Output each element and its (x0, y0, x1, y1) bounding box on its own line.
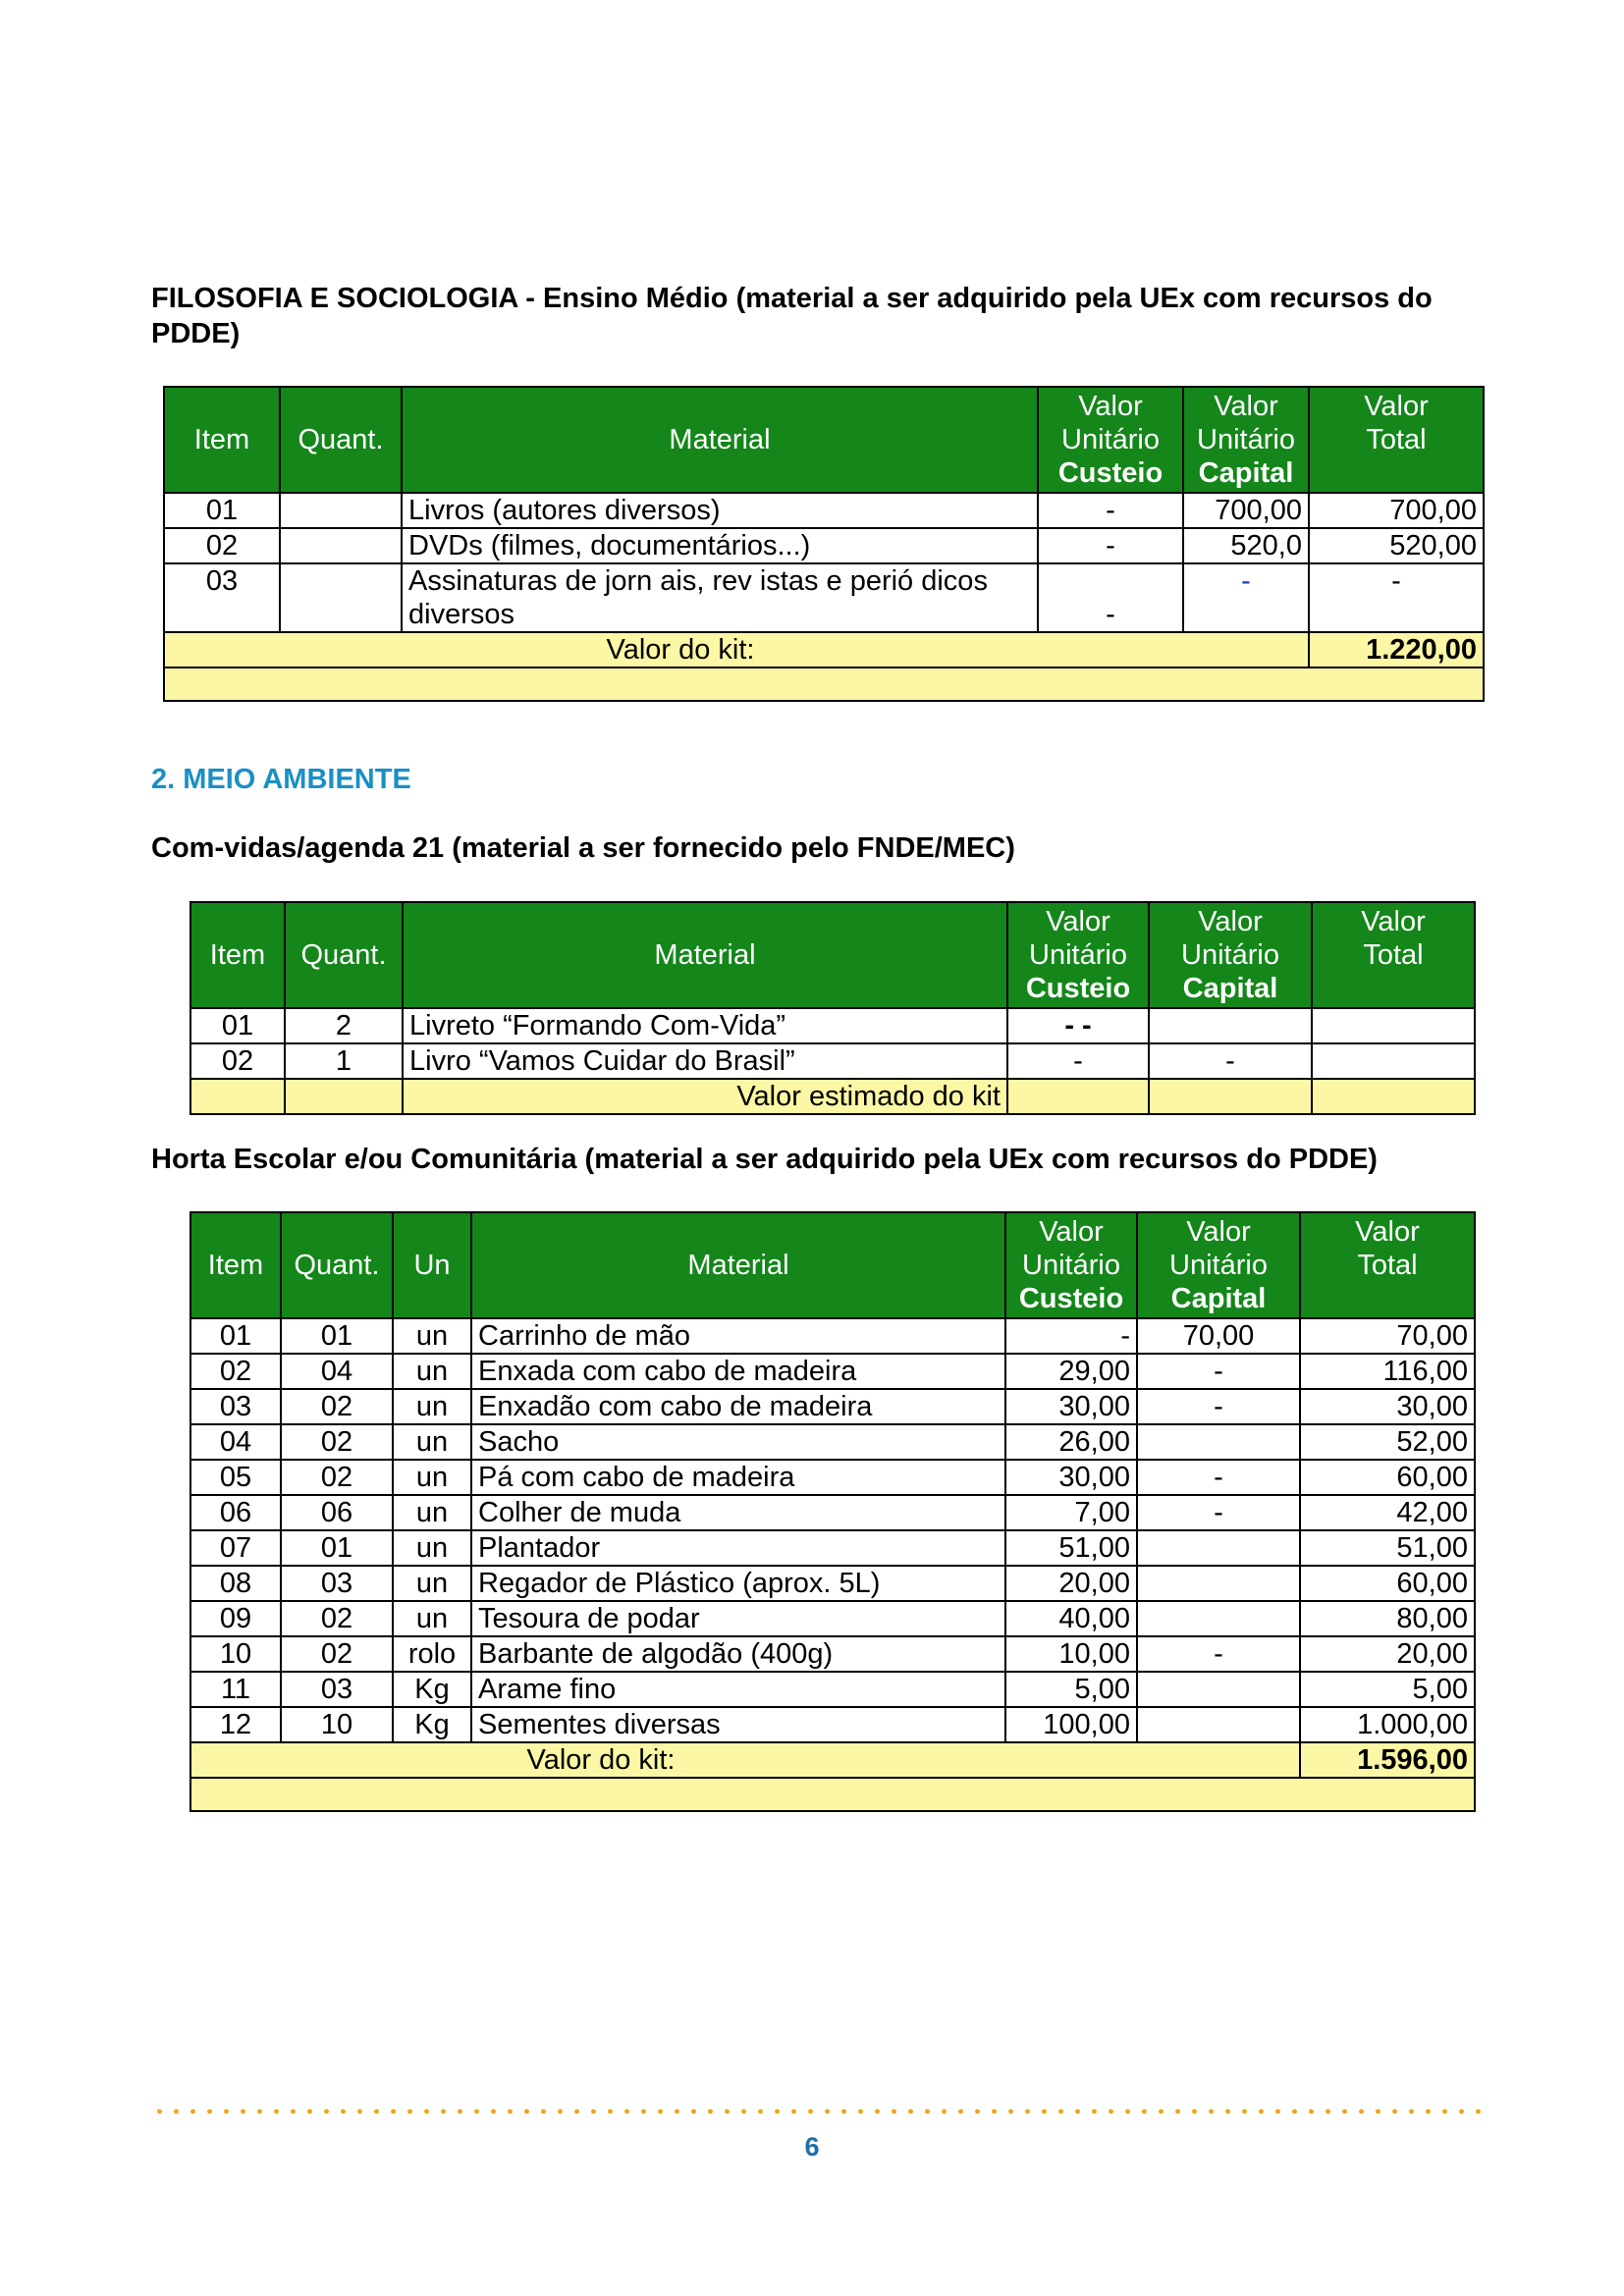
cell-item: 03 (190, 1389, 281, 1424)
kit-total-value: 1.596,00 (1300, 1742, 1475, 1778)
kit-total-row (190, 1742, 1475, 1778)
cell-capital (1137, 1566, 1300, 1601)
table-spacer-row (164, 667, 1484, 701)
kit-total-label: Valor do kit: (190, 1742, 1300, 1778)
col-header-quant: Quant. (285, 902, 403, 1008)
cell-material: Enxadão com cabo de madeira (471, 1389, 1005, 1424)
cell-custeio: 30,00 (1005, 1460, 1137, 1495)
cell-un: rolo (393, 1636, 471, 1672)
cell-material: Enxada com cabo de madeira (471, 1354, 1005, 1389)
kit-total-label: Valor estimado do kit (403, 1079, 1007, 1114)
cell-un: Kg (393, 1672, 471, 1707)
col-header-total: Valor Total (1312, 902, 1475, 1008)
table-row: 02 DVDs (filmes, documentários...) - 520,0 520,00 (164, 528, 1484, 563)
table-spacer-row (190, 1778, 1475, 1811)
comvidas-heading: Com-vidas/agenda 21 (material a ser fornecido pelo FNDE/MEC) (151, 832, 1015, 864)
cell-item: 02 (190, 1354, 281, 1389)
cell-un: un (393, 1389, 471, 1424)
cell-item: 04 (190, 1424, 281, 1460)
cell-total: 5,00 (1300, 1672, 1475, 1707)
cell-custeio: 29,00 (1005, 1354, 1137, 1389)
col-header-custeio: Valor Unitário Custeio (1007, 902, 1149, 1008)
filosofia-heading: FILOSOFIA E SOCIOLOGIA - Ensino Médio (material a ser adquirido pela UEx com recursos do PDDE) (151, 283, 1433, 349)
horta-heading: Horta Escolar e/ou Comunitária (material a ser adquirido pela UEx com recursos do PDDE) (151, 1144, 1378, 1175)
cell-material: Regador de Plástico (aprox. 5L) (471, 1566, 1005, 1601)
cell-un: un (393, 1354, 471, 1389)
cell-un: un (393, 1460, 471, 1495)
table-row (190, 1636, 1475, 1672)
cell-capital (1137, 1672, 1300, 1707)
table-row (190, 1495, 1475, 1530)
cell-custeio: 30,00 (1005, 1389, 1137, 1424)
col-header-item: Item (190, 902, 285, 1008)
cell-quant: 06 (281, 1495, 393, 1530)
cell-un: un (393, 1495, 471, 1530)
cell-total: 70,00 (1300, 1318, 1475, 1354)
cell-material: Carrinho de mão (471, 1318, 1005, 1354)
cell-material: Plantador (471, 1530, 1005, 1566)
cell-quant: 02 (281, 1601, 393, 1636)
cell-total: 42,00 (1300, 1495, 1475, 1530)
cell-item: 10 (190, 1636, 281, 1672)
cell-quant: 01 (281, 1318, 393, 1354)
cell-item: 12 (190, 1707, 281, 1742)
cell-material: Barbante de algodão (400g) (471, 1636, 1005, 1672)
cell-total: 80,00 (1300, 1601, 1475, 1636)
col-header-material: Material (471, 1212, 1005, 1318)
cell-quant: 01 (281, 1530, 393, 1566)
cell-capital (1137, 1530, 1300, 1566)
cell-capital: - (1137, 1495, 1300, 1530)
cell-quant: 02 (281, 1424, 393, 1460)
cell-custeio: - (1005, 1318, 1137, 1354)
cell-capital (1137, 1601, 1300, 1636)
cell-total: 52,00 (1300, 1424, 1475, 1460)
col-header-quant: Quant. (281, 1212, 393, 1318)
col-header-custeio: Valor Unitário Custeio (1038, 387, 1183, 493)
col-header-total: Valor Total (1309, 387, 1484, 493)
cell-item: 08 (190, 1566, 281, 1601)
col-header-capital: Valor Unitário Capital (1149, 902, 1312, 1008)
cell-un: un (393, 1530, 471, 1566)
table-row (190, 1460, 1475, 1495)
kit-total-value: 1.220,00 (1309, 632, 1484, 667)
col-header-quant: Quant. (280, 387, 402, 493)
cell-capital: - (1137, 1354, 1300, 1389)
cell-material: Sacho (471, 1424, 1005, 1460)
col-header-custeio: Valor Unitário Custeio (1005, 1212, 1137, 1318)
cell-material: Sementes diversas (471, 1707, 1005, 1742)
table-row: 03 Assinaturas de jorn ais, rev istas e perió dicos diversos - - - (164, 563, 1484, 632)
cell-custeio: 40,00 (1005, 1601, 1137, 1636)
cell-total: 51,00 (1300, 1530, 1475, 1566)
cell-total: 60,00 (1300, 1460, 1475, 1495)
cell-capital: - (1137, 1460, 1300, 1495)
comvidas-table (189, 901, 1476, 1115)
cell-total: 60,00 (1300, 1566, 1475, 1601)
cell-custeio: 5,00 (1005, 1672, 1137, 1707)
table-row: 02 1 Livro “Vamos Cuidar do Brasil” - - (190, 1043, 1475, 1079)
kit-total-row (164, 632, 1484, 667)
cell-total: 1.000,00 (1300, 1707, 1475, 1742)
table-row (190, 1389, 1475, 1424)
table-row (190, 1424, 1475, 1460)
footer-dotted-rule (151, 2109, 1483, 2114)
table-row (190, 1601, 1475, 1636)
cell-capital (1137, 1424, 1300, 1460)
cell-quant: 02 (281, 1636, 393, 1672)
col-header-un: Un (393, 1212, 471, 1318)
cell-un: Kg (393, 1707, 471, 1742)
col-header-material: Material (403, 902, 1007, 1008)
filosofia-table (163, 386, 1485, 702)
cell-item: 06 (190, 1495, 281, 1530)
cell-capital: 70,00 (1137, 1318, 1300, 1354)
cell-item: 09 (190, 1601, 281, 1636)
table-row (190, 1672, 1475, 1707)
cell-quant: 04 (281, 1354, 393, 1389)
cell-custeio: 100,00 (1005, 1707, 1137, 1742)
kit-total-label: Valor do kit: (164, 632, 1309, 667)
cell-quant: 10 (281, 1707, 393, 1742)
table-row (190, 1318, 1475, 1354)
cell-un: un (393, 1601, 471, 1636)
table-header-row (164, 387, 1484, 493)
cell-quant: 03 (281, 1672, 393, 1707)
table-row (190, 1530, 1475, 1566)
col-header-capital: Valor Unitário Capital (1137, 1212, 1300, 1318)
cell-custeio: 26,00 (1005, 1424, 1137, 1460)
cell-capital: - (1137, 1636, 1300, 1672)
cell-total: 20,00 (1300, 1636, 1475, 1672)
cell-custeio: 20,00 (1005, 1566, 1137, 1601)
cell-quant: 02 (281, 1460, 393, 1495)
cell-total: 30,00 (1300, 1389, 1475, 1424)
col-header-item: Item (190, 1212, 281, 1318)
table-row (190, 1354, 1475, 1389)
cell-capital: - (1137, 1389, 1300, 1424)
cell-quant: 02 (281, 1389, 393, 1424)
cell-item: 01 (190, 1318, 281, 1354)
cell-un: un (393, 1566, 471, 1601)
cell-item: 07 (190, 1530, 281, 1566)
cell-un: un (393, 1318, 471, 1354)
cell-material: Colher de muda (471, 1495, 1005, 1530)
cell-item: 11 (190, 1672, 281, 1707)
cell-material: Arame fino (471, 1672, 1005, 1707)
cell-item: 05 (190, 1460, 281, 1495)
table-row: 01 2 Livreto “Formando Com-Vida” - - (190, 1008, 1475, 1043)
table-row (190, 1566, 1475, 1601)
table-header-row (190, 902, 1475, 1008)
cell-total: 116,00 (1300, 1354, 1475, 1389)
cell-quant: 03 (281, 1566, 393, 1601)
col-header-material: Material (402, 387, 1038, 493)
section-title: 2. MEIO AMBIENTE (151, 764, 411, 795)
table-header-row (190, 1212, 1475, 1318)
cell-custeio: 51,00 (1005, 1530, 1137, 1566)
cell-capital (1137, 1707, 1300, 1742)
table-row (190, 1707, 1475, 1742)
cell-material: Pá com cabo de madeira (471, 1460, 1005, 1495)
page-number: 6 (804, 2132, 820, 2162)
cell-un: un (393, 1424, 471, 1460)
horta-table (189, 1211, 1476, 1812)
kit-total-row (190, 1079, 1475, 1114)
col-header-item: Item (164, 387, 280, 493)
col-header-total: Valor Total (1300, 1212, 1475, 1318)
cell-custeio: 7,00 (1005, 1495, 1137, 1530)
cell-custeio: 10,00 (1005, 1636, 1137, 1672)
cell-material: Tesoura de podar (471, 1601, 1005, 1636)
col-header-capital: Valor Unitário Capital (1183, 387, 1309, 493)
table-row: 01 Livros (autores diversos) - 700,00 700,00 (164, 493, 1484, 528)
